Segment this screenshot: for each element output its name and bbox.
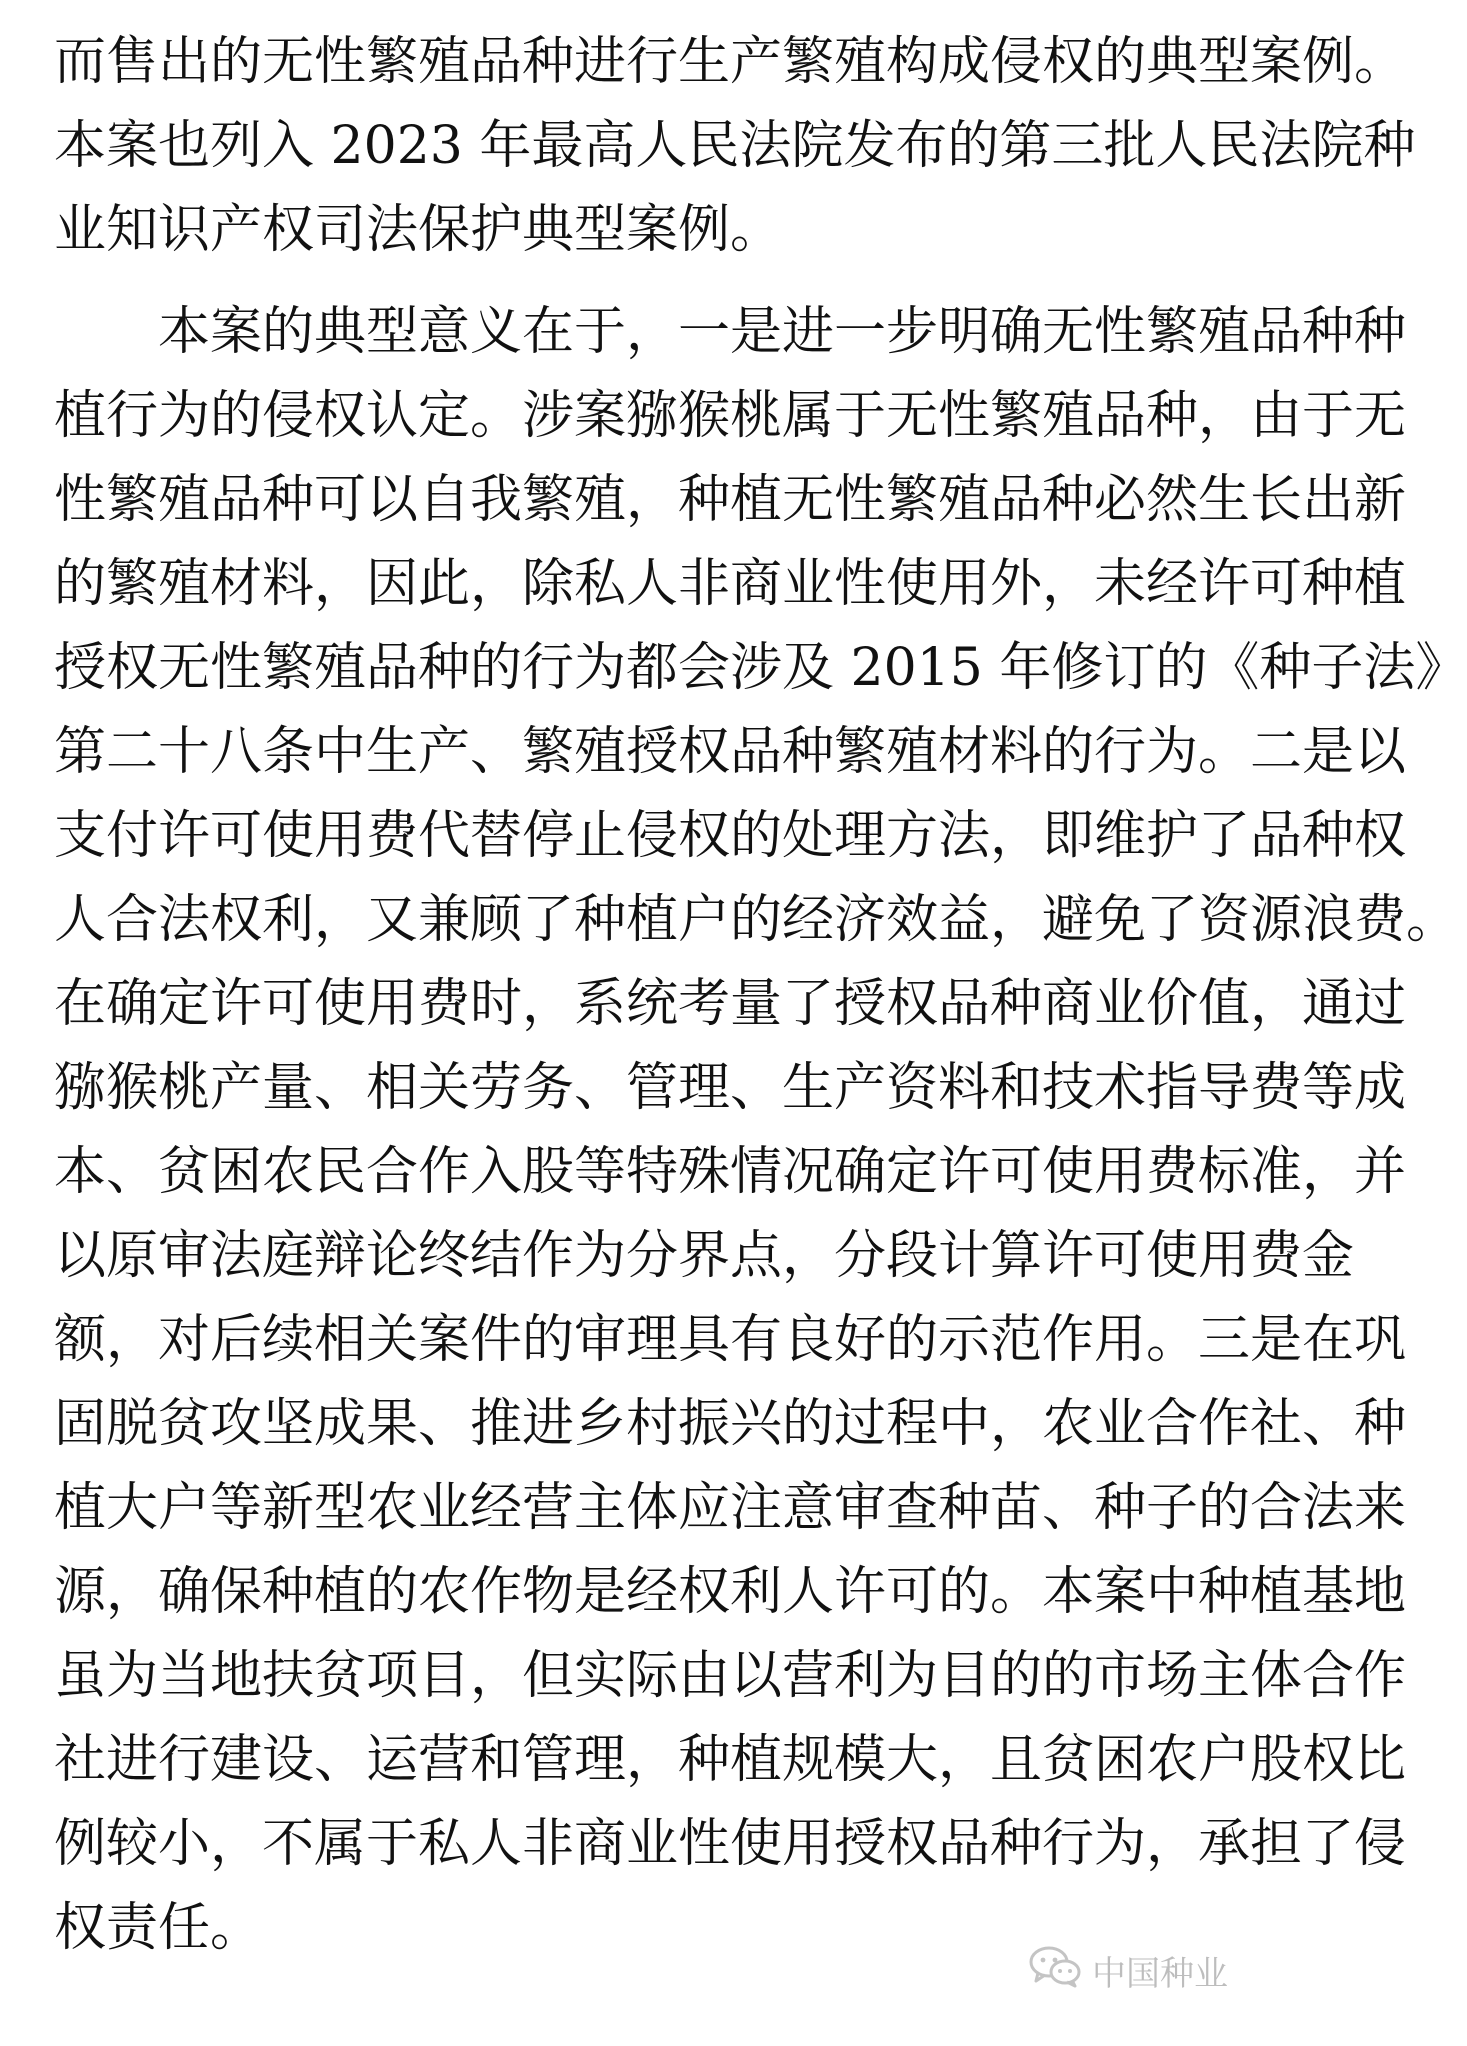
text-line: 支付许可使用费代替停止侵权的处理方法，即维护了品种权 xyxy=(54,806,1407,866)
text-line: 固脱贫攻坚成果、推进乡村振兴的过程中，农业合作社、种 xyxy=(54,1394,1407,1454)
text-line: 植大户等新型农业经营主体应注意审查种苗、种子的合法来 xyxy=(54,1478,1407,1538)
text-line: 源，确保种植的农作物是经权利人许可的。本案中种植基地 xyxy=(54,1562,1407,1622)
text-line: 权责任。 xyxy=(54,1898,263,1958)
text-line: 授权无性繁殖品种的行为都会涉及 2015 年修订的《种子法》 xyxy=(54,638,1467,698)
watermark xyxy=(1028,1940,1228,2000)
text-line: 植行为的侵权认定。涉案猕猴桃属于无性繁殖品种，由于无 xyxy=(54,386,1407,446)
text-line: 本、贫困农民合作入股等特殊情况确定许可使用费标准，并 xyxy=(54,1142,1407,1202)
text-line: 猕猴桃产量、相关劳务、管理、生产资料和技术指导费等成 xyxy=(54,1058,1407,1118)
text-line: 社进行建设、运营和管理，种植规模大，且贫困农户股权比 xyxy=(54,1730,1407,1790)
paragraph-first-line: 本案的典型意义在于，一是进一步明确无性繁殖品种种 xyxy=(158,302,1407,362)
text-line: 本案也列入 2023 年最高人民法院发布的第三批人民法院种 xyxy=(54,116,1416,176)
text-line: 在确定许可使用费时，系统考量了授权品种商业价值，通过 xyxy=(54,974,1407,1034)
watermark-text: 中国种业 xyxy=(1092,1953,1228,1994)
text-line: 额，对后续相关案件的审理具有良好的示范作用。三是在巩 xyxy=(54,1310,1407,1370)
text-line: 的繁殖材料，因此，除私人非商业性使用外，未经许可种植 xyxy=(54,554,1407,614)
text-line: 业知识产权司法保护典型案例。 xyxy=(54,200,783,260)
text-line: 性繁殖品种可以自我繁殖，种植无性繁殖品种必然生长出新 xyxy=(54,470,1407,530)
text-line: 例较小，不属于私人非商业性使用授权品种行为，承担了侵 xyxy=(54,1814,1407,1874)
text-line: 以原审法庭辩论终结作为分界点，分段计算许可使用费金 xyxy=(54,1226,1355,1286)
wechat-icon xyxy=(1028,1944,1082,1997)
text-line: 虽为当地扶贫项目，但实际由以营利为目的的市场主体合作 xyxy=(54,1646,1407,1706)
text-line: 第二十八条中生产、繁殖授权品种繁殖材料的行为。二是以 xyxy=(54,722,1407,782)
text-line: 人合法权利，又兼顾了种植户的经济效益，避免了资源浪费。 xyxy=(54,890,1459,950)
text-line: 而售出的无性繁殖品种进行生产繁殖构成侵权的典型案例。 xyxy=(54,32,1407,92)
